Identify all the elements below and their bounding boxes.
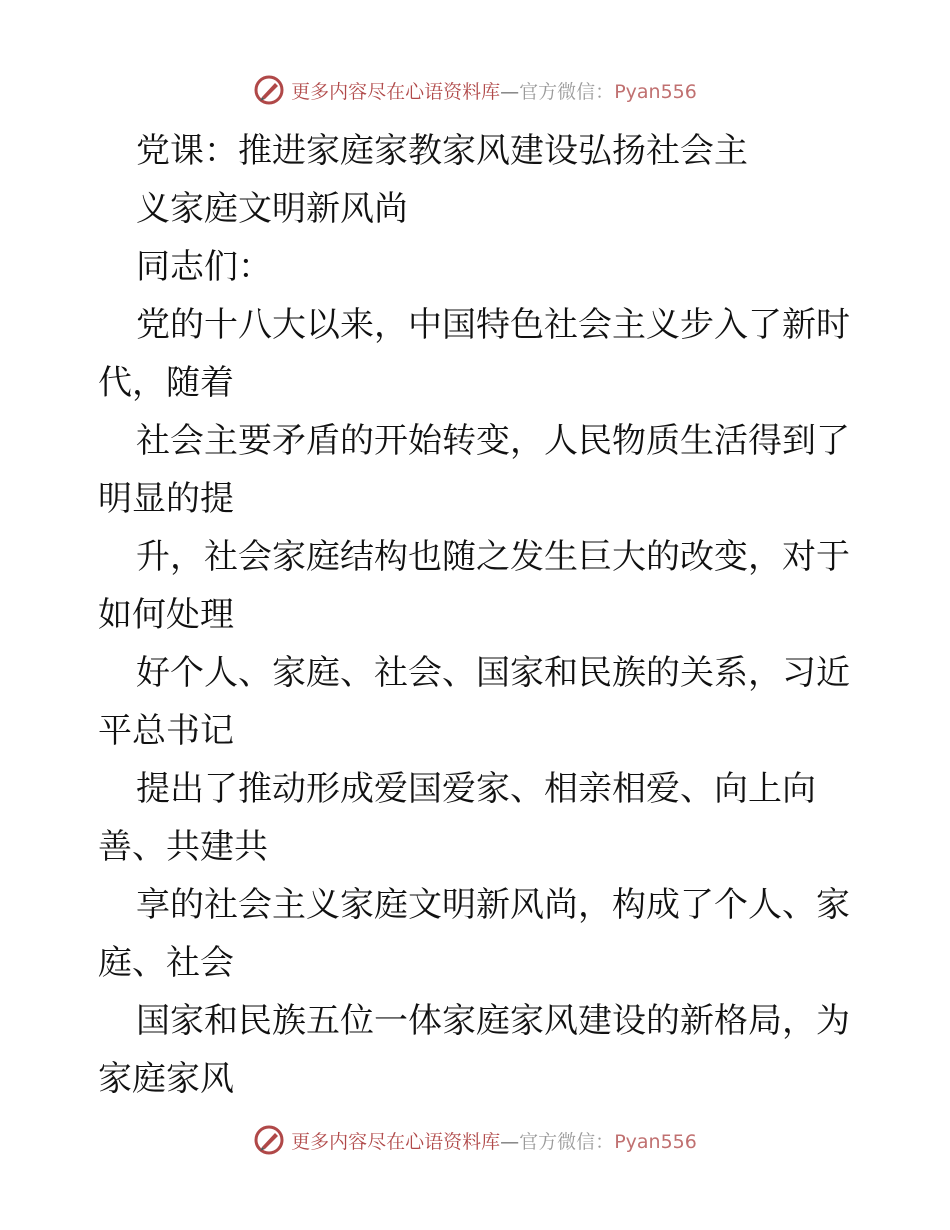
pen-logo-icon xyxy=(253,74,285,106)
banner-main: 更多内容尽在心语资料库 xyxy=(291,1130,501,1153)
banner-text xyxy=(291,1127,697,1154)
footer-watermark xyxy=(0,1120,950,1160)
text-line: 升，社会家庭结构也随之发生巨大的改变，对于 xyxy=(136,537,850,577)
text-line: 同志们： xyxy=(136,247,272,287)
text-line: 国家和民族五位一体家庭家风建设的新格局，为 xyxy=(136,1001,850,1041)
header-watermark xyxy=(0,70,950,110)
banner-wechat: 官方微信： xyxy=(519,1130,615,1153)
text-line: 家庭家风 xyxy=(98,1059,234,1099)
text-line: 代，随着 xyxy=(98,363,234,403)
text-line: 党课：推进家庭家教家风建设弘扬社会主 xyxy=(136,131,748,171)
banner-account: Pyan556 xyxy=(614,80,697,103)
text-line: 平总书记 xyxy=(98,711,234,751)
banner-dash: — xyxy=(500,80,520,103)
text-line: 社会主要矛盾的开始转变，人民物质生活得到了 xyxy=(136,421,850,461)
document-body xyxy=(98,122,858,1108)
text-line: 党的十八大以来，中国特色社会主义步入了新时 xyxy=(136,305,850,345)
banner-text xyxy=(291,77,697,104)
pen-logo-icon xyxy=(253,1124,285,1156)
text-line: 提出了推动形成爱国爱家、相亲相爱、向上向 xyxy=(136,769,816,809)
text-line: 如何处理 xyxy=(98,595,234,635)
text-line: 善、共建共 xyxy=(98,827,268,867)
text-line: 义家庭文明新风尚 xyxy=(136,189,408,229)
text-line: 明显的提 xyxy=(98,479,234,519)
text-line: 享的社会主义家庭文明新风尚，构成了个人、家 xyxy=(136,885,850,925)
banner-dash: — xyxy=(500,1130,520,1153)
banner-wechat: 官方微信： xyxy=(519,80,615,103)
text-line: 庭、社会 xyxy=(98,943,234,983)
banner-account: Pyan556 xyxy=(614,1130,697,1153)
text-line: 好个人、家庭、社会、国家和民族的关系，习近 xyxy=(136,653,850,693)
banner-main: 更多内容尽在心语资料库 xyxy=(291,80,501,103)
